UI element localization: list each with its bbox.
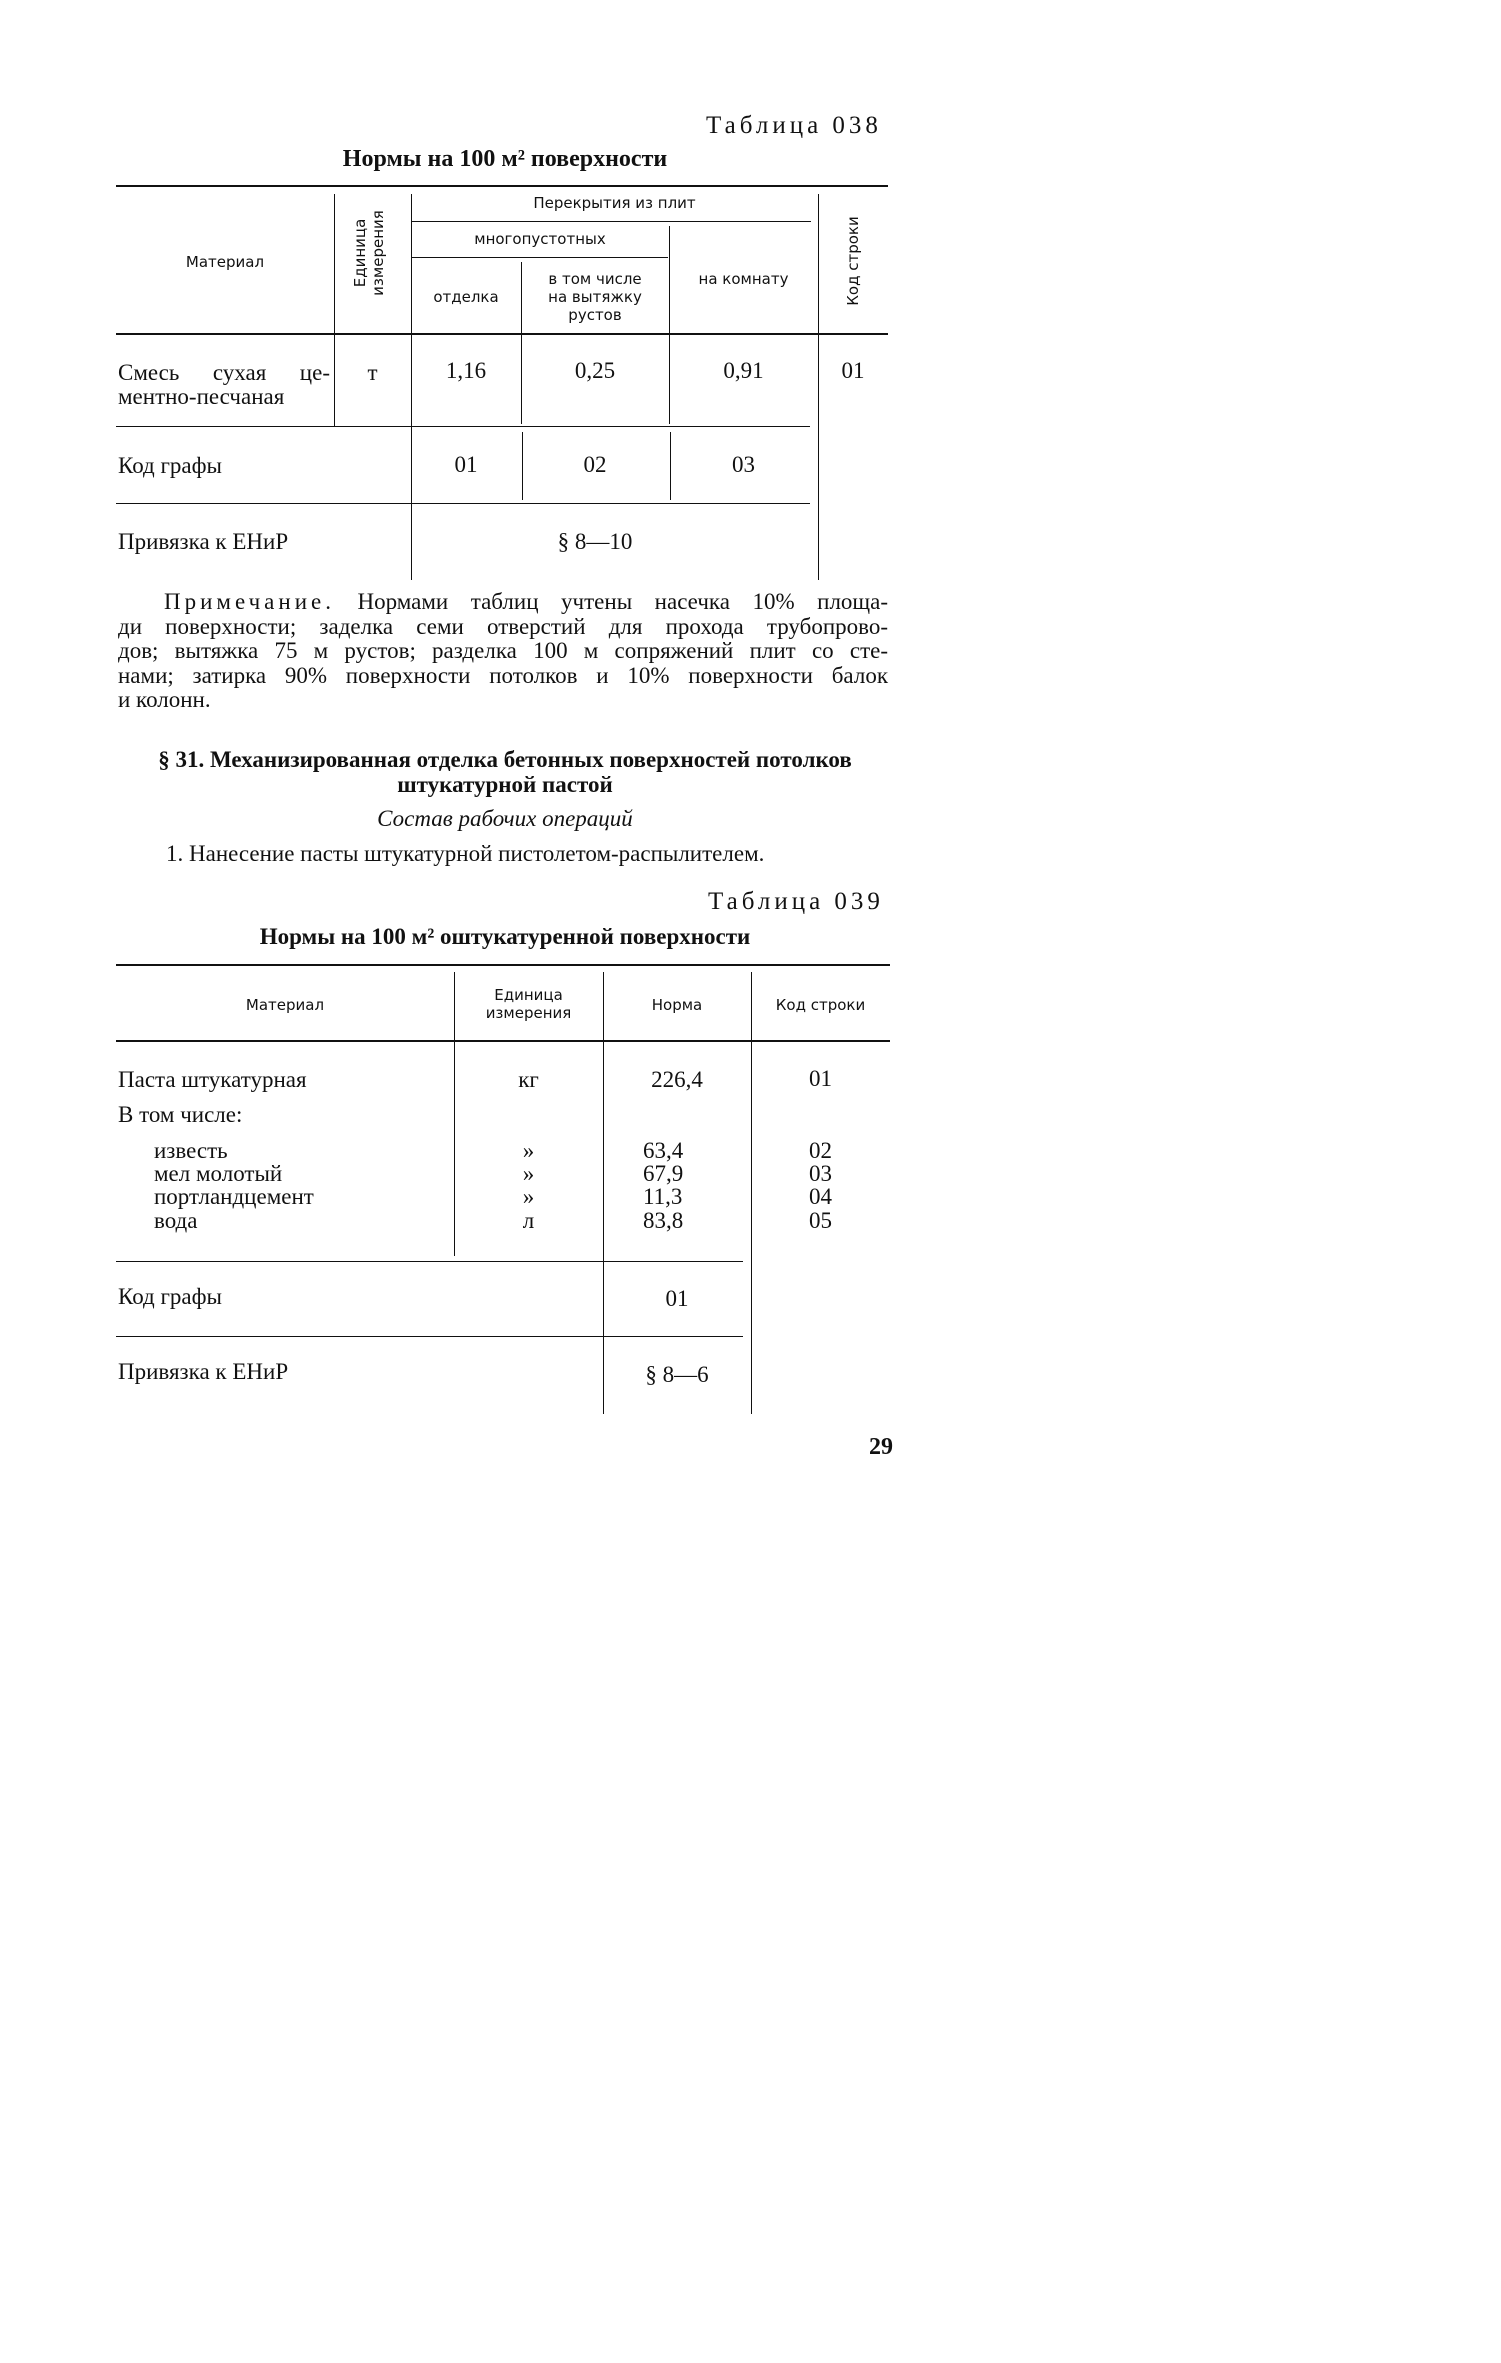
row-name: Паста штукатурная	[118, 1067, 307, 1092]
header-unit: Единица измерения	[485, 986, 572, 1022]
row-unit: л	[522, 1208, 535, 1233]
row-unit: »	[522, 1184, 535, 1209]
row-code: 01	[809, 1066, 832, 1091]
row-name-line2: ментно-песчаная	[118, 384, 285, 409]
header-per-room: на комнату	[698, 270, 789, 288]
row-name: портландцемент	[154, 1184, 314, 1209]
row-unit: т	[367, 360, 378, 385]
enir-value: § 8—6	[645, 1362, 709, 1387]
note-line-5: и колонн.	[118, 687, 211, 712]
header-row-code: Код строки	[844, 216, 862, 306]
enir-value: § 8—10	[557, 529, 633, 554]
col-code-1: 01	[665, 1286, 689, 1311]
row-value: 11,3	[643, 1184, 683, 1209]
table-039-label: Таблица 039	[708, 888, 884, 915]
header-finish: отделка	[433, 288, 499, 306]
row-value-1: 1,16	[445, 358, 487, 383]
header-row-code: Код строки	[775, 996, 866, 1014]
note-line-2: ди поверхности; заделка семи отверстий для прохода трубопрово-	[118, 613, 888, 639]
header-norm: Норма	[651, 996, 703, 1014]
row-value: 226,4	[651, 1067, 703, 1092]
note-line-3: дов; вытяжка 75 м рустов; разделка 100 м сопряжений плит со сте-	[118, 638, 888, 663]
enir-label: Привязка к ЕНиР	[118, 1359, 289, 1384]
row-name: вода	[154, 1208, 198, 1233]
header-unit: Единица измерения	[351, 210, 387, 296]
row-code: 05	[809, 1208, 832, 1233]
col-code-1: 01	[454, 452, 478, 477]
row-value: 83,8	[643, 1208, 684, 1233]
enir-label: Привязка к ЕНиР	[118, 529, 289, 554]
header-material: Материал	[185, 253, 265, 271]
table-039-title: Нормы на 100 м² оштукатуренной поверхности	[259, 924, 751, 949]
header-hollow: многопустотных	[474, 230, 606, 248]
row-code: 02	[809, 1138, 832, 1163]
page-number: 29	[869, 1434, 893, 1460]
section-title: § 31. Механизированная отделка бетонных поверхностей потолков штукатурной пастой	[158, 747, 852, 797]
note-line-4: нами; затирка 90% поверхности потолков и 10% поверхности балок	[118, 662, 888, 688]
row-name: известь	[154, 1138, 228, 1163]
note-head: Примечание.	[164, 589, 335, 614]
section-subtitle: Состав рабочих операций	[377, 806, 633, 831]
note	[118, 590, 888, 713]
row-code: 03	[809, 1161, 832, 1186]
col-code-2: 02	[583, 452, 607, 477]
header-incl: в том числе на вытяжку рустов	[548, 270, 642, 324]
col-codes-label: Код графы	[118, 453, 222, 478]
col-codes-label: Код графы	[118, 1284, 222, 1309]
table-038-title: Нормы на 100 м² поверхности	[342, 146, 668, 172]
header-slabs: Перекрытия из плит	[533, 194, 696, 212]
row-value-3: 0,91	[723, 358, 764, 383]
row-value-2: 0,25	[574, 358, 616, 383]
row-unit: »	[522, 1138, 535, 1163]
row-value: 63,4	[643, 1138, 684, 1163]
header-material: Материал	[245, 996, 325, 1014]
table-038-label: Таблица 038	[706, 112, 882, 139]
row-value: 67,9	[643, 1161, 684, 1186]
note-line-1: Нормами таблиц учтены насечка 10% площа-	[357, 589, 888, 614]
operation-1: 1. Нанесение пасты штукатурной пистолетом-распылителем.	[166, 841, 765, 866]
row-unit: кг	[518, 1067, 539, 1092]
row-code: 04	[809, 1184, 832, 1209]
row-name: В том числе:	[118, 1102, 243, 1127]
row-unit: »	[522, 1161, 535, 1186]
row-name: мел молотый	[154, 1161, 283, 1186]
col-code-3: 03	[732, 452, 755, 477]
row-code: 01	[841, 358, 865, 383]
row-name-line1: Смесь сухая це-	[118, 360, 330, 385]
